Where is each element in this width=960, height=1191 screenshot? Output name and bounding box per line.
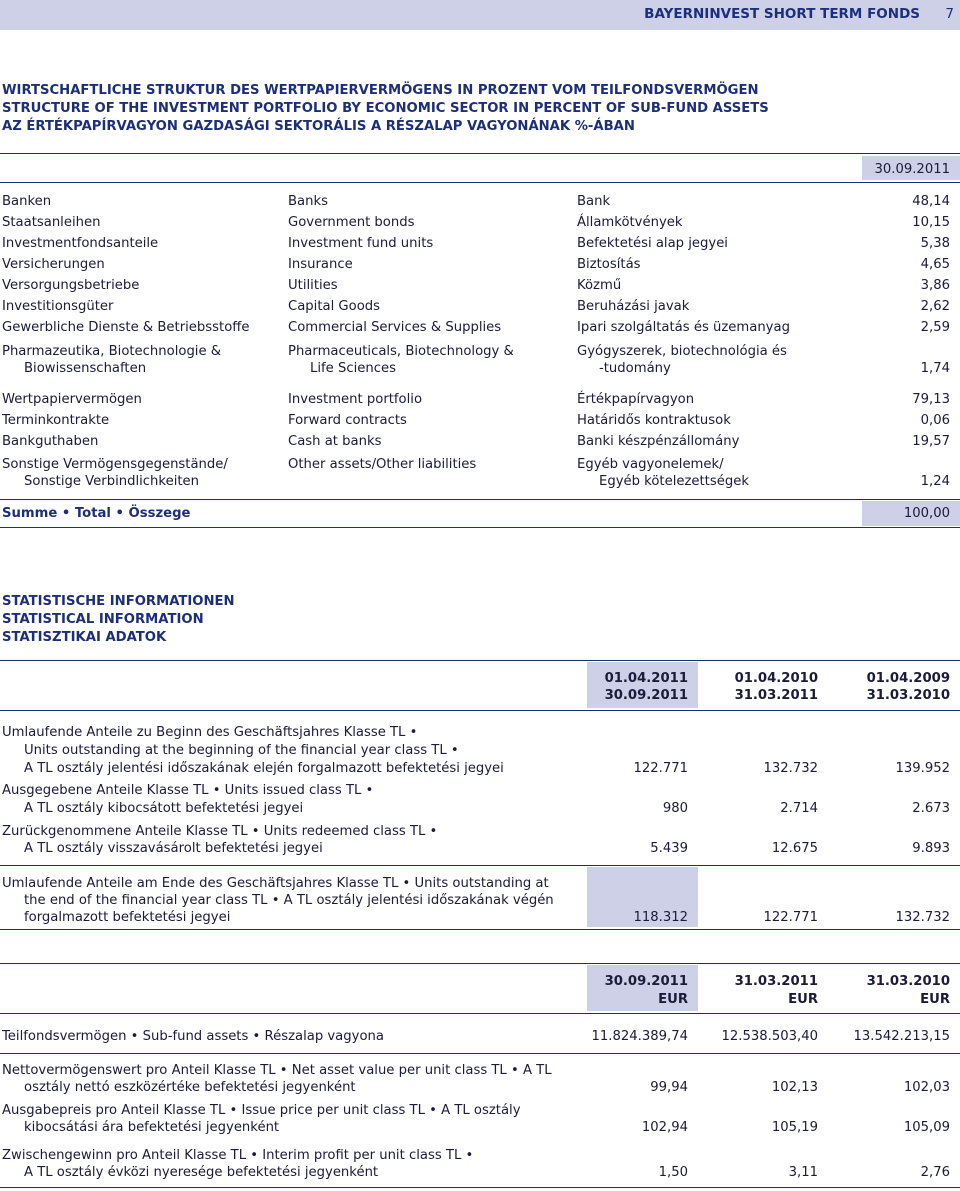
nav-value: 3,11 — [788, 1165, 818, 1180]
period1-start: 01.04.2011 — [604, 671, 688, 686]
period1-end: 30.09.2011 — [604, 688, 688, 703]
stat-label: Umlaufende Anteile zu Beginn des Geschäftsjahres Klasse TL • — [2, 725, 418, 740]
stat-title-hu: STATISZTIKAI ADATOK — [2, 630, 167, 645]
stat-title-de: STATISTISCHE INFORMATIONEN — [2, 594, 235, 609]
nav-label: kibocsátási ára befektetési jegyenként — [24, 1120, 280, 1135]
stat-label: forgalmazott befektetési jegyei — [24, 910, 231, 925]
row-hu: Gyógyszerek, biotechnológia és — [577, 344, 787, 359]
stat-label: Umlaufende Anteile am Ende des Geschäftsjahres Klasse TL • Units outstanding at — [2, 876, 549, 891]
header-bar — [0, 0, 960, 30]
stat-value: 2.714 — [780, 801, 818, 816]
row-value: 5,38 — [920, 236, 950, 251]
divider — [0, 1187, 960, 1188]
divider — [0, 153, 960, 154]
row-en: Life Sciences — [310, 361, 396, 376]
row-hu: Banki készpénzállomány — [577, 434, 740, 449]
row-de: Bankguthaben — [2, 434, 99, 449]
row-value: 2,62 — [920, 299, 950, 314]
divider — [0, 182, 960, 183]
nav-label: A TL osztály évközi nyeresége befektetési jegyenként — [24, 1165, 379, 1180]
nav-value: 99,94 — [650, 1080, 688, 1095]
stat-value: 118.312 — [633, 910, 688, 925]
row-hu: Államkötvények — [577, 215, 683, 230]
total-label: Summe • Total • Összege — [2, 506, 191, 521]
stat-value: 132.732 — [895, 910, 950, 925]
stat-value: 122.771 — [763, 910, 818, 925]
row-en: Commercial Services & Supplies — [288, 320, 502, 335]
row-hu: Befektetési alap jegyei — [577, 236, 728, 251]
stat-label: Units outstanding at the beginning of the financial year class TL • — [24, 743, 459, 758]
sector-date: 30.09.2011 — [874, 162, 950, 177]
row-de: Sonstige Verbindlichkeiten — [24, 474, 199, 489]
stat-value: 139.952 — [895, 761, 950, 776]
row-de: Versicherungen — [2, 257, 105, 272]
nav-value: 13.542.213,15 — [853, 1029, 950, 1044]
nav-label: Ausgabepreis pro Anteil Klasse TL • Issue price per unit class TL • A TL osztály — [2, 1103, 521, 1118]
stat-value: 2.673 — [912, 801, 950, 816]
sector-title-de: WIRTSCHAFTLICHE STRUKTUR DES WERTPAPIERVERMÖGENS IN PROZENT VOM TEILFONDSVERMÖGEN — [2, 83, 759, 98]
row-en: Insurance — [288, 257, 353, 272]
row-en: Utilities — [288, 278, 338, 293]
row-value: 79,13 — [912, 392, 950, 407]
period2-start: 01.04.2010 — [734, 671, 818, 686]
stat-label: A TL osztály kibocsátott befektetési jegyei — [24, 801, 304, 816]
stat-value: 9.893 — [912, 841, 950, 856]
stat-label: A TL osztály visszavásárolt befektetési jegyei — [24, 841, 323, 856]
row-en: Forward contracts — [288, 413, 407, 428]
nav-label: Zwischengewinn pro Anteil Klasse TL • Interim profit per unit class TL • — [2, 1148, 474, 1163]
row-hu: -tudomány — [599, 361, 671, 376]
row-value: 10,15 — [912, 215, 950, 230]
row-de: Wertpapiervermögen — [2, 392, 142, 407]
divider — [0, 527, 960, 528]
row-en: Investment portfolio — [288, 392, 423, 407]
row-hu: Bank — [577, 194, 611, 209]
nav-currency: EUR — [658, 992, 688, 1007]
row-de: Investitionsgüter — [2, 299, 114, 314]
stat-label: A TL osztály jelentési időszakának elején forgalmazott befektetési jegyei — [24, 761, 504, 776]
stat-value: 12.675 — [771, 841, 818, 856]
row-value: 19,57 — [912, 434, 950, 449]
sector-title-en: STRUCTURE OF THE INVESTMENT PORTFOLIO BY ECONOMIC SECTOR IN PERCENT OF SUB-FUND ASSETS — [2, 101, 769, 116]
divider — [0, 1013, 960, 1014]
row-value: 4,65 — [920, 257, 950, 272]
divider — [0, 499, 960, 500]
divider — [0, 963, 960, 964]
divider — [0, 865, 960, 866]
row-en: Capital Goods — [288, 299, 381, 314]
row-value: 48,14 — [912, 194, 950, 209]
row-value: 1,24 — [920, 474, 950, 489]
row-de: Pharmazeutika, Biotechnologie & — [2, 344, 222, 359]
divider — [0, 710, 960, 711]
row-en: Other assets/Other liabilities — [288, 457, 477, 472]
row-en: Government bonds — [288, 215, 415, 230]
row-en: Banks — [288, 194, 328, 209]
row-hu: Egyéb vagyonelemek/ — [577, 457, 724, 472]
row-de: Banken — [2, 194, 52, 209]
divider — [0, 660, 960, 661]
nav-label: Teilfondsvermögen • Sub-fund assets • Részalap vagyona — [2, 1029, 384, 1044]
row-de: Investmentfondsanteile — [2, 236, 159, 251]
row-de: Staatsanleihen — [2, 215, 101, 230]
divider — [0, 929, 960, 930]
stat-label: Zurückgenommene Anteile Klasse TL • Units redeemed class TL • — [2, 824, 438, 839]
nav-date: 31.03.2010 — [866, 974, 950, 989]
row-hu: Ipari szolgáltatás és üzemanyag — [577, 320, 790, 335]
stat-value: 5.439 — [650, 841, 688, 856]
row-value: 1,74 — [920, 361, 950, 376]
row-value: 0,06 — [920, 413, 950, 428]
row-hu: Határidős kontraktusok — [577, 413, 731, 428]
nav-currency: EUR — [788, 992, 818, 1007]
row-hu: Beruházási javak — [577, 299, 690, 314]
nav-value: 102,94 — [641, 1120, 688, 1135]
nav-label: Nettovermögenswert pro Anteil Klasse TL • Net asset value per unit class TL • A TL — [2, 1063, 552, 1078]
total-value: 100,00 — [903, 506, 950, 521]
period3-start: 01.04.2009 — [866, 671, 950, 686]
nav-value: 105,19 — [771, 1120, 818, 1135]
row-de: Gewerbliche Dienste & Betriebsstoffe — [2, 320, 250, 335]
row-en: Investment fund units — [288, 236, 434, 251]
row-de: Biowissenschaften — [24, 361, 147, 376]
row-value: 3,86 — [920, 278, 950, 293]
nav-value: 2,76 — [920, 1165, 950, 1180]
row-de: Sonstige Vermögensgegenstände/ — [2, 457, 228, 472]
row-de: Versorgungsbetriebe — [2, 278, 140, 293]
row-de: Terminkontrakte — [2, 413, 110, 428]
nav-value: 1,50 — [658, 1165, 688, 1180]
stat-title-en: STATISTICAL INFORMATION — [2, 612, 204, 627]
stat-value: 980 — [662, 801, 688, 816]
nav-value: 12.538.503,40 — [721, 1029, 818, 1044]
nav-currency: EUR — [920, 992, 950, 1007]
fund-title: BAYERNINVEST SHORT TERM FONDS — [644, 6, 920, 22]
stat-value: 132.732 — [763, 761, 818, 776]
row-value: 2,59 — [920, 320, 950, 335]
nav-value: 11.824.389,74 — [591, 1029, 688, 1044]
row-hu: Értékpapírvagyon — [577, 392, 695, 407]
nav-value: 102,03 — [903, 1080, 950, 1095]
row-hu: Biztosítás — [577, 257, 641, 272]
nav-date: 31.03.2011 — [734, 974, 818, 989]
row-hu: Közmű — [577, 278, 622, 293]
row-en: Pharmaceuticals, Biotechnology & — [288, 344, 514, 359]
page-number: 7 — [945, 6, 954, 22]
stat-value: 122.771 — [633, 761, 688, 776]
stat-label: the end of the financial year class TL • A TL osztály jelentési időszakának végén — [24, 893, 554, 908]
nav-label: osztály nettó eszközértéke befektetési jegyenként — [24, 1080, 356, 1095]
nav-value: 102,13 — [771, 1080, 818, 1095]
divider — [0, 1053, 960, 1054]
nav-value: 105,09 — [903, 1120, 950, 1135]
nav-date: 30.09.2011 — [604, 974, 688, 989]
row-hu: Egyéb kötelezettségek — [599, 474, 749, 489]
row-en: Cash at banks — [288, 434, 382, 449]
period3-end: 31.03.2010 — [866, 688, 950, 703]
sector-title-hu: AZ ÉRTÉKPAPÍRVAGYON GAZDASÁGI SEKTORÁLIS A RÉSZALAP VAGYONÁNAK %-ÁBAN — [2, 119, 635, 134]
period2-end: 31.03.2011 — [734, 688, 818, 703]
stat-label: Ausgegebene Anteile Klasse TL • Units issued class TL • — [2, 783, 374, 798]
